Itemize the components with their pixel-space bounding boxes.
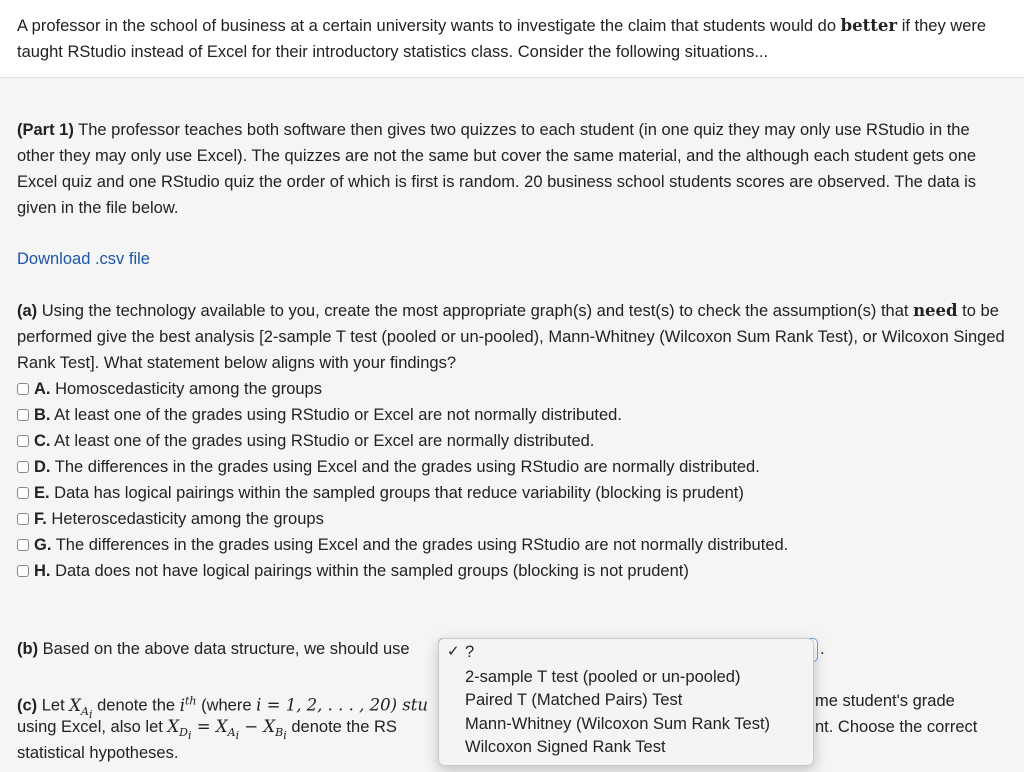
- x-a-i-symbol: $X_{A_i}$: [69, 695, 93, 721]
- option-letter: F.: [34, 510, 47, 528]
- part-a-question: (a) Using the technology available to you, create the most appropriate graph(s) and test(s) to check the assumption(s) that need to be performed give the best analysis [2-sample T test (pooled or un-pooled), Mann-Whitney (Wilcoxon Sum Rank Test), or Wilcoxon Singed Rank Test]. What statement below aligns with your findings?: [17, 301, 1005, 372]
- part-c-line3: statistical hypotheses.: [17, 744, 179, 762]
- part-a-emphasis: need: [913, 301, 958, 320]
- option-letter: G.: [34, 536, 52, 554]
- part1-label: (Part 1): [17, 121, 74, 139]
- option-letter: E.: [34, 484, 50, 502]
- checkbox[interactable]: [17, 513, 29, 525]
- part-a-label: (a): [17, 302, 38, 320]
- part-b-question: (b) Based on the above data structure, we should use: [17, 640, 410, 658]
- part-c-line2-right: nt. Choose the correct: [815, 718, 978, 736]
- difference-formula: $X_{D_i} = X_{A_i} - X_{B_i}$: [167, 717, 287, 743]
- option-text: Heteroscedasticity among the groups: [46, 510, 324, 528]
- option-text: Data does not have logical pairings within the sampled groups (blocking is not prudent): [50, 562, 689, 580]
- part1-paragraph: (Part 1) The professor teaches both software then gives two quizzes to each student (in one quiz they may only use RStudio in the other they may only use Excel). The quizzes are not the same but cover the same material, and the although each student gets one Excel quiz and one RStudio quiz the order of which is first is random. 20 business school students scores are observed. The data is given in the file below.: [17, 121, 977, 217]
- checkbox[interactable]: [17, 487, 29, 499]
- checkbox[interactable]: [17, 409, 29, 421]
- dropdown-option-wilcoxon-signed[interactable]: Wilcoxon Signed Rank Test: [465, 738, 666, 756]
- option-letter: B.: [34, 406, 51, 424]
- intro-section: [0, 0, 1024, 78]
- part-c-line1-left: (c) Let $X_{A_i}$ denote the $i^{th}$ (where i = 1, 2, . . . , 20) stu: [17, 694, 429, 721]
- option-text: At least one of the grades using RStudio or Excel are not normally distributed.: [50, 406, 622, 424]
- checkbox[interactable]: [17, 435, 29, 447]
- part-c-line1-right: me student's grade: [815, 692, 955, 710]
- option-h[interactable]: [17, 558, 689, 584]
- option-letter: A.: [34, 380, 51, 398]
- dropdown-option-paired-t[interactable]: Paired T (Matched Pairs) Test: [465, 691, 683, 709]
- option-letter: C.: [34, 432, 51, 450]
- test-dropdown-menu: [438, 638, 814, 766]
- checkmark-icon: ✓: [447, 643, 460, 660]
- option-text: At least one of the grades using RStudio or Excel are normally distributed.: [50, 432, 595, 450]
- checkbox[interactable]: [17, 461, 29, 473]
- option-c[interactable]: [17, 428, 594, 454]
- intro-emphasis: better: [840, 16, 898, 35]
- dropdown-option-mann-whitney[interactable]: Mann-Whitney (Wilcoxon Sum Rank Test): [465, 715, 771, 733]
- option-a[interactable]: [17, 376, 322, 402]
- option-g[interactable]: [17, 532, 788, 558]
- option-letter: H.: [34, 562, 51, 580]
- dropdown-option-placeholder[interactable]: ?: [465, 643, 475, 661]
- part-b-label: (b): [17, 640, 39, 658]
- option-text: The differences in the grades using Excel and the grades using RStudio are normally distributed.: [50, 458, 760, 476]
- option-b[interactable]: [17, 402, 622, 428]
- option-f[interactable]: [17, 506, 324, 532]
- option-d[interactable]: [17, 454, 760, 480]
- part-c-line2-left: using Excel, also let $X_{D_i} = X_{A_i} - X_{B_i}$ denote the RS: [17, 717, 397, 743]
- checkbox[interactable]: [17, 565, 29, 577]
- option-text: Homoscedasticity among the groups: [50, 380, 322, 398]
- checkbox[interactable]: [17, 539, 29, 551]
- option-e[interactable]: [17, 480, 744, 506]
- option-text: The differences in the grades using Excel and the grades using RStudio are not normally distributed.: [51, 536, 789, 554]
- dropdown-option-2-sample-t[interactable]: 2-sample T test (pooled or un-pooled): [465, 668, 741, 686]
- i-th-symbol: $i^{th}$: [179, 694, 197, 715]
- option-letter: D.: [34, 458, 51, 476]
- intro-text: A professor in the school of business at a certain university wants to investigate the claim that students would do better if they were taught RStudio instead of Excel for their introductory statistics class. Consider the following situations...: [17, 16, 987, 61]
- download-csv-link[interactable]: Download .csv file: [17, 250, 150, 268]
- checkbox[interactable]: [17, 383, 29, 395]
- part-b-period: .: [820, 640, 825, 658]
- option-text: Data has logical pairings within the sampled groups that reduce variability (blocking is prudent): [49, 484, 744, 502]
